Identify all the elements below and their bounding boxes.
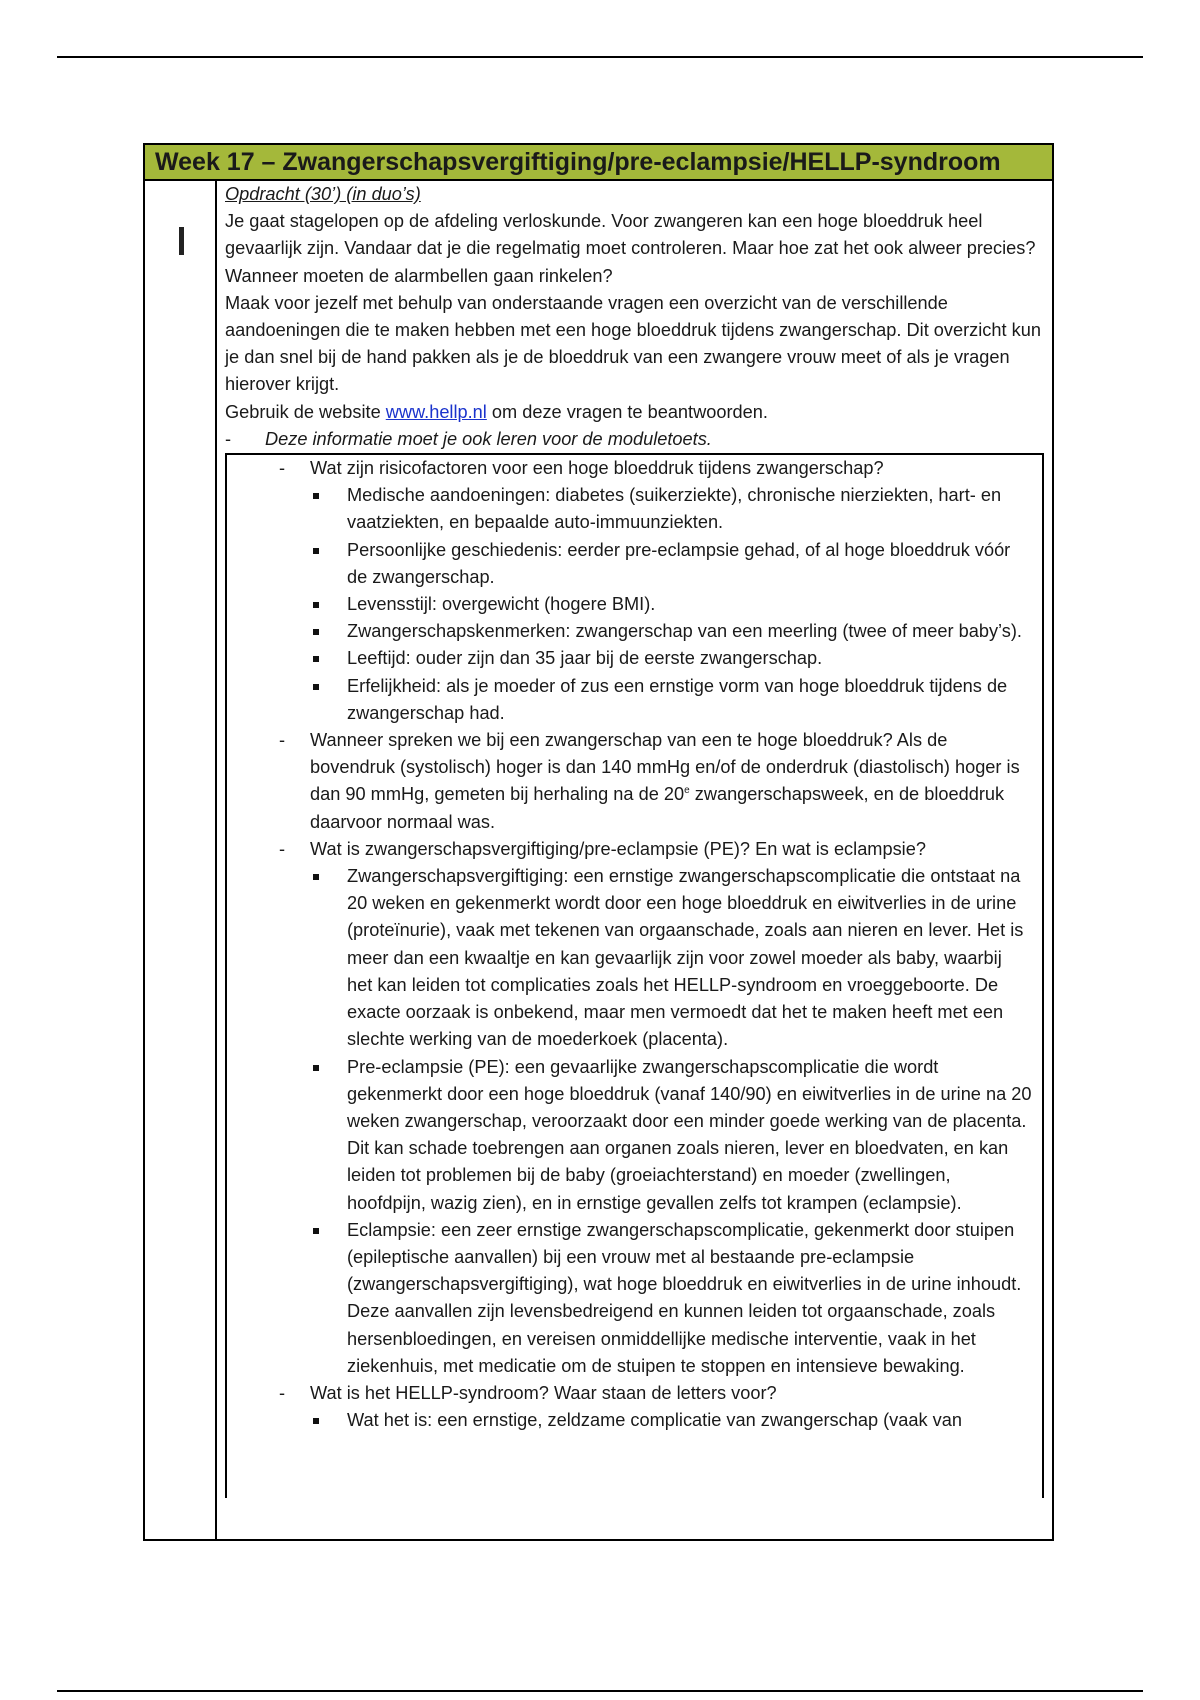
list-item: Persoonlijke geschiedenis: eerder pre-eclampsie gehad, of al hoge bloeddruk vóór de zwangerschap. <box>227 537 1032 591</box>
assignment-table <box>143 143 1054 1541</box>
list-item: Zwangerschapskenmerken: zwangerschap van een meerling (twee of meer baby’s). <box>227 618 1032 645</box>
list-item: Zwangerschapsvergiftiging: een ernstige zwangerschapscomplicatie die ontstaat na 20 weken en gekenmerkt wordt door een hoge bloeddruk en eiwitverlies in de urine (proteïnurie), vaak met tekenen van orgaanschade, zoals aan nieren en lever. Het is meer dan een kwaaltje en kan gevaarlijk zijn voor zowel moeder als baby, waarbij het kan leiden tot complicaties zoals het HELLP-syndroom en vroeggeboorte. De exacte oorzaak is onbekend, maar men vermoedt dat het te maken heeft met een slechte werking van de moederkoek (placenta). <box>227 863 1032 1053</box>
list-item: Medische aandoeningen: diabetes (suikerziekte), chronische nierziekten, hart- en vaatziekten, en bepaalde auto-immuunziekten. <box>227 482 1032 536</box>
page-top-rule <box>57 56 1143 58</box>
intro-paragraph-2: Maak voor jezelf met behulp van onderstaande vragen een overzicht van de verschillende aandoeningen die te maken hebben met een hoge bloeddruk tijdens zwangerschap. Dit overzicht kun je dan snel bij de hand pakken als je de bloeddruk van een zwangere vrouw meet of als je vragen hierover krijgt. <box>225 292 1041 395</box>
website-text-after: om deze vragen te beantwoorden. <box>486 401 768 422</box>
list-item: Leeftijd: ouder zijn dan 35 jaar bij de eerste zwangerschap. <box>227 645 1032 672</box>
website-instruction <box>225 399 1044 426</box>
hellp-website-link[interactable]: www.hellp.nl <box>385 401 487 422</box>
question-risk-factors: - Wat zijn risicofactoren voor een hoge bloeddruk tijdens zwangerschap? <box>227 455 1032 482</box>
question-high-blood-pressure <box>227 727 1032 836</box>
section-marker <box>179 227 184 255</box>
list-item: Eclampsie: een zeer ernstige zwangerschapscomplicatie, gekenmerkt door stuipen (epileptische aanvallen) bij een vrouw met al bestaande pre-eclampsie (zwangerschapsvergiftiging), wat hoge bloeddruk en eiwitverlies in de urine inhoudt. Deze aanvallen zijn levensbedreigend en kunnen leiden tot orgaanschade, zoals hersenbloedingen, en vereisen onmiddellijke medische interventie, vaak in het ziekenhuis, met medicatie om de stuipen te stoppen en intensieve bewaking. <box>227 1217 1032 1380</box>
intro-paragraph-1: Je gaat stagelopen op de afdeling verloskunde. Voor zwangeren kan een hoge bloeddruk heel gevaarlijk zijn. Vandaar dat je die regelmatig moet controleren. Maar hoe zat het ook alweer precies? Wanneer moeten de alarmbellen gaan rinkelen? <box>225 211 1036 286</box>
left-column <box>145 181 217 1539</box>
list-item: Pre-eclampsie (PE): een gevaarlijke zwangerschapscomplicatie die wordt gekenmerkt door een hoge bloeddruk (vanaf 140/90) en eiwitverlies in de urine na 20 weken zwangerschap, veroorzaakt door een minder goede werking van de placenta. Dit kan schade toebrengen aan organen zoals nieren, lever en bloedvaten, en kan leiden tot problemen bij de baby (groeiachterstand) en moeder (zwellingen, hoofdpijn, wazig zien), en in ernstige gevallen zelfs tot krampen (eclampsie). <box>227 1054 1032 1217</box>
question-preeclampsia: - Wat is zwangerschapsvergiftiging/pre-eclampsie (PE)? En wat is eclampsie? <box>227 836 1032 863</box>
page-bottom-rule <box>57 1690 1143 1692</box>
answer-box <box>225 453 1044 1498</box>
page-title: Week 17 – Zwangerschapsvergiftiging/pre-eclampsie/HELLP-syndroom <box>145 145 1052 181</box>
list-item: Levensstijl: overgewicht (hogere BMI). <box>227 591 1032 618</box>
study-note: - Deze informatie moet je ook leren voor de moduletoets. <box>225 426 1044 453</box>
assignment-heading: Opdracht (30’) (in duo’s) <box>225 184 421 204</box>
list-item: Erfelijkheid: als je moeder of zus een ernstige vorm van hoge bloeddruk tijdens de zwangerschap had. <box>227 673 1032 727</box>
q2-superscript: e <box>684 785 690 797</box>
question-hellp: - Wat is het HELLP-syndroom? Waar staan de letters voor? <box>227 1380 1032 1407</box>
q2-text-part1: Wanneer spreken we bij een zwangerschap van een te hoge bloeddruk? Als de bovendruk (systolisch) hoger is dan 140 mmHg en/of de onderdruk (diastolisch) hoger is dan 90 mmHg, gemeten bij herhaling na de 20 <box>310 730 1020 805</box>
q2-text-part2: zwangerschapsweek, en de bloeddruk daarvoor normaal was. <box>310 784 1005 832</box>
website-text-before: Gebruik de website <box>225 401 386 422</box>
list-item: Wat het is: een ernstige, zeldzame complicatie van zwangerschap (vaak van <box>227 1407 1032 1434</box>
assignment-content <box>225 181 1044 1539</box>
